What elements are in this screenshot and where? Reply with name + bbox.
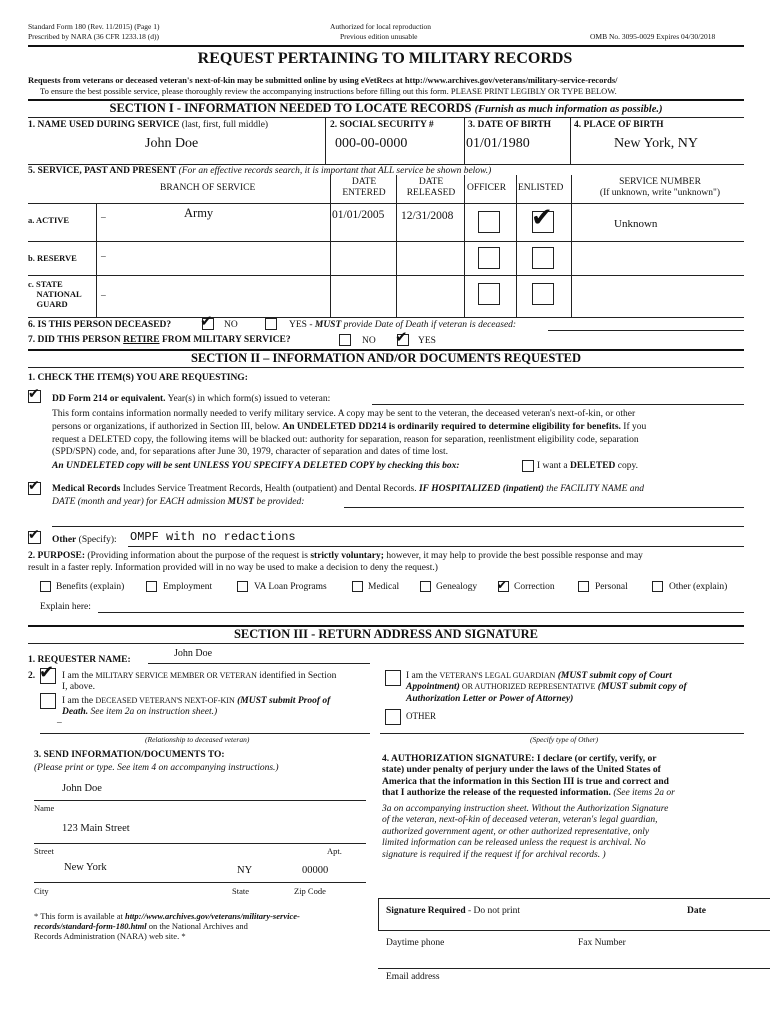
deceased-yes-checkbox[interactable]: [265, 318, 277, 330]
active-officer-checkbox[interactable]: [478, 211, 500, 233]
dob-label: 3. DATE OF BIRTH: [468, 120, 552, 130]
dd214-desc-2: persons or organizations, if authorized in Section III, below. An UNDELETED DD214 is ordinarily required to determine eligibility for benefits. If you: [52, 422, 647, 432]
ssn-label: 2. SOCIAL SECURITY #: [330, 120, 434, 130]
purpose-personal-label: Personal: [595, 582, 628, 592]
explain-label: Explain here:: [40, 602, 91, 612]
other-check-icon: ✔: [28, 527, 40, 543]
purpose-personal-checkbox[interactable]: [578, 581, 589, 592]
guard-enlisted-checkbox[interactable]: [532, 283, 554, 305]
pob-field[interactable]: New York, NY: [614, 136, 699, 151]
address-apt-caption: Apt.: [327, 846, 342, 856]
check-items-label: 1. CHECK THE ITEM(S) YOU ARE REQUESTING:: [28, 373, 248, 383]
deleted-copy-label: I want a DELETED copy.: [537, 461, 638, 471]
next-of-kin-checkbox[interactable]: [40, 693, 56, 709]
authorized-reproduction: Authorized for local reproduction: [330, 22, 432, 31]
specify-other-caption: (Specify type of Other): [530, 735, 599, 744]
address-zip-field[interactable]: 00000: [302, 865, 329, 876]
purpose-text-2: result in a faster reply. Information provided will in no way be used to make a decision to deny the request.): [28, 563, 438, 573]
section-1-heading: SECTION I - INFORMATION NEEDED TO LOCATE RECORDS (Furnish as much information as possible.): [109, 101, 663, 115]
send-to-note: (Please print or type. See item 4 on accompanying instructions.): [34, 763, 279, 773]
retire-yes-check-icon: ✔: [395, 328, 408, 346]
medical-check-icon: ✔: [28, 478, 40, 494]
col-officer: OFFICER: [467, 183, 507, 193]
purpose-other-label: Other (explain): [669, 582, 728, 592]
date-label: Date: [687, 906, 706, 916]
relationship-dash: –: [57, 718, 62, 728]
requester-name-label: 1. REQUESTER NAME:: [28, 655, 131, 665]
email-address-label: Email address: [386, 972, 440, 982]
pob-label: 4. PLACE OF BIRTH: [574, 120, 664, 130]
section-3-heading: SECTION III - RETURN ADDRESS AND SIGNATURE: [233, 627, 538, 641]
intro-instructions: To ensure the best possible service, please thoroughly review the accompanying instructions before filling out this form. PLEASE PRINT LEGIBLY OR TYPE BELOW.: [40, 86, 617, 96]
row-active-label: a. ACTIVE: [28, 215, 70, 225]
purpose-genealogy-checkbox[interactable]: [420, 581, 431, 592]
dd214-desc-1: This form contains information normally needed to verify military service. A copy may be sent to the veteran, the deceased veteran's next-of-kin, or other: [52, 409, 636, 419]
member-veteran-label: I am the MILITARY SERVICE MEMBER OR VETERAN identified in Section I, above.: [62, 671, 337, 693]
form-availability-note: * This form is available at http://www.archives.gov/veterans/military-service- records/standard-form-180.html on the National Archives and Records Administration (NARA) web site. *: [34, 911, 300, 942]
retire-no-label: NO: [362, 336, 376, 346]
guardian-label: I am the VETERAN'S LEGAL GUARDIAN (MUST submit copy of Court Appointment) OR AUTHORIZED REPRESENTATIVE (MUST submit copy of Authorization Letter or Power of Attorney): [406, 671, 687, 704]
signature-label: Signature Required - Do not print: [386, 906, 520, 916]
col-entered: DATE ENTERED: [342, 177, 386, 199]
intro-online: Requests from veterans or deceased veteran's next-of-kin may be submitted online by using eVetRecs at http://www.archives.gov/veterans/military-service-records/: [28, 75, 618, 85]
other-type-label: OTHER: [406, 711, 436, 721]
dd214-check-icon: ✔: [28, 386, 40, 402]
dd214-desc-5: An UNDELETED copy will be sent UNLESS YOU SPECIFY A DELETED COPY by checking this box:: [52, 461, 460, 471]
deceased-yes-label: YES - MUST provide Date of Death if veteran is deceased:: [289, 320, 517, 330]
dd214-desc-4: (SPD/SPN) code, and, for separations after June 30, 1979, character of separation and dates of time lost.: [52, 447, 448, 457]
address-state-field[interactable]: NY: [237, 865, 253, 876]
medical-label-2: DATE (month and year) for EACH admission MUST be provided:: [52, 497, 305, 507]
purpose-other-checkbox[interactable]: [652, 581, 663, 592]
active-released-field[interactable]: 12/31/2008: [401, 210, 454, 222]
send-to-label: 3. SEND INFORMATION/DOCUMENTS TO:: [34, 750, 225, 760]
deleted-copy-checkbox[interactable]: [522, 460, 534, 472]
purpose-benefits-label: Benefits (explain): [56, 582, 125, 592]
address-city-field[interactable]: New York: [64, 862, 107, 873]
col-released: DATE RELEASED: [406, 177, 456, 199]
reserve-dash: –: [101, 252, 106, 262]
fax-number-label: Fax Number: [578, 938, 626, 948]
other-label: Other (Specify):: [52, 535, 117, 545]
signature-field[interactable]: [380, 908, 680, 928]
purpose-benefits-checkbox[interactable]: [40, 581, 51, 592]
purpose-va-loan-checkbox[interactable]: [237, 581, 248, 592]
other-type-checkbox[interactable]: [385, 709, 401, 725]
page-title: REQUEST PERTAINING TO MILITARY RECORDS: [197, 50, 573, 67]
purpose-employment-label: Employment: [163, 582, 213, 592]
name-field[interactable]: John Doe: [145, 136, 199, 151]
row-reserve-label: b. RESERVE: [28, 253, 77, 263]
address-city-caption: City: [34, 886, 49, 896]
guard-dash: –: [101, 291, 106, 301]
address-name-caption: Name: [34, 803, 55, 813]
address-street-caption: Street: [34, 846, 54, 856]
col-enlisted: ENLISTED: [518, 183, 564, 193]
authorization-note: 3a on accompanying instruction sheet. Without the Authorization Signature of the veteran, next-of-kin of deceased veteran, veteran's legal guardian, authorized government agent, or other authorized representative, only limited information can be released unless the request is archival. No signature is required if the request if for archival records. ): [382, 804, 669, 860]
q6-label: 6. IS THIS PERSON DECEASED?: [28, 320, 172, 330]
q2-label: 2.: [28, 671, 36, 681]
purpose-text: 2. PURPOSE: (Providing information about the purpose of the request is strictly voluntary; however, it may help to provide the best possible response and may: [28, 551, 643, 561]
address-zip-caption: Zip Code: [294, 886, 326, 896]
address-state-caption: State: [232, 886, 249, 896]
deceased-no-check-icon: ✔: [200, 312, 213, 330]
ssn-field[interactable]: 000-00-0000: [335, 136, 408, 151]
relationship-caption: (Relationship to deceased veteran): [145, 735, 250, 744]
address-name-field[interactable]: John Doe: [62, 783, 102, 794]
active-dash: –: [101, 213, 106, 223]
dd214-label: DD Form 214 or equivalent. Year(s) in which form(s) issued to veteran:: [52, 394, 331, 404]
purpose-employment-checkbox[interactable]: [146, 581, 157, 592]
guard-officer-checkbox[interactable]: [478, 283, 500, 305]
q7-label: 7. DID THIS PERSON RETIRE FROM MILITARY SERVICE?: [28, 335, 291, 345]
reserve-enlisted-checkbox[interactable]: [532, 247, 554, 269]
name-label: 1. NAME USED DURING SERVICE (last, first, full middle): [28, 120, 269, 130]
retire-yes-label: YES: [418, 336, 436, 346]
col-branch: BRANCH OF SERVICE: [160, 183, 256, 193]
purpose-correction-check-icon: ✔: [497, 578, 508, 592]
purpose-medical-checkbox[interactable]: [352, 581, 363, 592]
reserve-officer-checkbox[interactable]: [478, 247, 500, 269]
row-state-label: c. STATE NATIONAL GUARD: [28, 279, 82, 310]
purpose-correction-label: Correction: [514, 582, 555, 592]
col-service-number: SERVICE NUMBER (If unknown, write "unknown"): [599, 177, 721, 199]
medical-label: Medical Records Includes Service Treatment Records, Health (outpatient) and Dental Records. IF HOSPITALIZED (inpatient) the FACILITY NAME and: [52, 484, 645, 494]
omb-number: OMB No. 3095-0029 Expires 04/30/2018: [590, 32, 716, 41]
other-specify-field[interactable]: OMPF with no redactions: [130, 530, 296, 544]
daytime-phone-label: Daytime phone: [386, 938, 445, 948]
previous-edition: Previous edition unusable: [340, 32, 418, 41]
dob-field[interactable]: 01/01/1980: [466, 136, 530, 151]
requester-name-field[interactable]: John Doe: [174, 648, 213, 659]
member-veteran-check-icon: ✔: [39, 662, 55, 683]
section-2-heading: SECTION II – INFORMATION AND/OR DOCUMENTS REQUESTED: [190, 351, 582, 365]
retire-no-checkbox[interactable]: [339, 334, 351, 346]
purpose-va-loan-label: VA Loan Programs: [254, 582, 327, 592]
dd214-desc-3: request a DELETED copy, the following items will be blacked out: authority for separation, reason for separation, reenlistment eligibility code, separation: [52, 435, 639, 445]
active-branch-field[interactable]: Army: [184, 206, 214, 220]
active-service-number-field[interactable]: Unknown: [614, 218, 658, 230]
address-street-field[interactable]: 123 Main Street: [62, 823, 130, 834]
purpose-medical-label: Medical: [368, 582, 400, 592]
purpose-genealogy-label: Genealogy: [436, 582, 478, 592]
purpose-options: [40, 578, 744, 597]
active-enlisted-check-icon: ✔: [531, 203, 553, 233]
authorization-heading: 4. AUTHORIZATION SIGNATURE: I declare (or certify, verify, or state) under penalty of perjury under the laws of the United States of America that the information in this Section III is true and correct and that I authorize the release of the requested information. (See items 2a or: [382, 754, 675, 799]
active-entered-field[interactable]: 01/01/2005: [332, 209, 385, 221]
deceased-no-label: NO: [224, 320, 238, 330]
form-id: Standard Form 180 (Rev. 11/2015) (Page 1): [28, 22, 160, 31]
next-of-kin-label: I am the DECEASED VETERAN'S NEXT-OF-KIN (MUST submit Proof of Death. See item 2a on instruction sheet.): [62, 696, 331, 718]
service-label: 5. SERVICE, PAST AND PRESENT (For an effective records search, it is important that ALL service be shown below.): [28, 166, 492, 176]
guardian-checkbox[interactable]: [385, 670, 401, 686]
prescribed-by: Prescribed by NARA (36 CFR 1233.18 (d)): [28, 32, 160, 41]
